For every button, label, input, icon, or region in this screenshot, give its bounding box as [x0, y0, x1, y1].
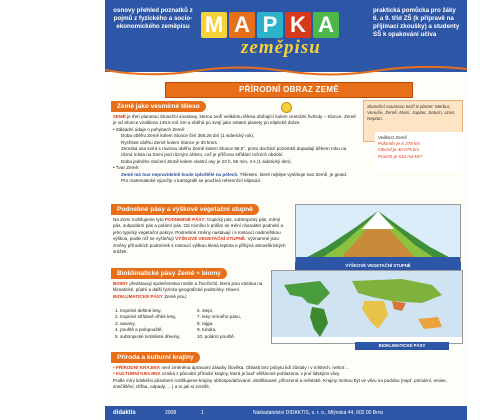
- list-item: 8. tajga,: [197, 320, 214, 326]
- logo-subtitle: zeměpisu: [241, 37, 321, 58]
- page-title: PŘÍRODNÍ OBRAZ ZEMĚ: [165, 82, 413, 98]
- section-heading-landscape: Příroda a kulturní krajiny: [111, 352, 200, 363]
- logo-letter: A: [313, 12, 339, 38]
- logo-letter: M: [201, 12, 227, 38]
- header-right-text: praktická pomůcka pro žáky 6. a 9. tříd ZŠ (k přípravě na přijímací zkoušky) a studenty SŠ k opakování učiva: [373, 7, 460, 38]
- fact-shape-highlight: Země má tvar nepravidelně koule zploštělé na pólech.: [121, 171, 239, 177]
- earth-circumference: Obvod je 40 075 km: [378, 147, 420, 153]
- list-item: 3. savany,: [115, 320, 136, 326]
- list-item: 2. tropické střídavě vlhké lesy,: [115, 314, 177, 320]
- cultural-landscape-text: vzniká z původní přírodní krajiny, která je bud' většinové pohlazena, v jiné lidskými vlivy.: [162, 371, 341, 377]
- fact-axis-tilt: Zemská osa svírá s rovinou oběhu Země kolem Slunce 66,5°, proto dochází pozemků dopadají během roku na různá místa na Zemi pod různým úhlem, což je příčinou střídání ročních období.: [121, 146, 347, 158]
- section-climate-text: [113, 217, 289, 255]
- term-cultural-landscape: • KULTURNÍ KRAJINA: [113, 371, 161, 377]
- bioclimatic-world-map: [271, 270, 463, 344]
- term-natural-landscape: • PŘÍRODNÍ KRAJINA: [113, 365, 161, 370]
- fact-rotation: Doba jedného otočení Země kolem vlastní osy je 23 h, 56 min, 4 s (1 siderický den).: [121, 158, 292, 164]
- page-number: 1: [201, 410, 204, 416]
- fact-orbit-speed: Rychlost oběhu Země kolem Slunce je 30 km/s.: [121, 139, 219, 145]
- section-earth-text: [113, 114, 359, 184]
- earth-surface: Povrch je 510 mil.km²: [378, 153, 423, 159]
- header-left-text: osnovy přehled poznatků z pojmů z fyzického a socio-ekonomického zeměpisu: [113, 7, 193, 30]
- section-heading-climate: Podnebné pásy a výškové vegetační stupně: [111, 204, 259, 215]
- list-item: 1. tropické deštné lesy,: [115, 308, 162, 313]
- footer-year: 2008: [165, 410, 177, 416]
- fact-geoid: Tělesem, které nejlépe vystihuje tvar Země, je geoid.: [239, 171, 348, 177]
- bullet-motions: • Základní údaje o pohybech Země:: [113, 126, 186, 132]
- logo-letter: A: [229, 12, 255, 38]
- list-item: 7. lesy mírného pásu,: [197, 314, 241, 320]
- leaflet-page: [105, 0, 467, 420]
- climate-end: . Významné jsou změny přírodních podmínek s rostoucí výškou klesá teplota a přibývá atmosférických srážek.: [113, 236, 286, 255]
- publisher-text: Nakladatelství DIDAKTIS, s. r. o., Mlýnská 44, 602 00 Brno: [253, 410, 384, 416]
- fact-ellipsoid: Pro matematické výpočty v kartografii se používá referenční elipsoid.: [121, 178, 261, 184]
- logo-letter: P: [257, 12, 283, 38]
- biome-list-left: [115, 308, 195, 340]
- term-vegetation-levels: VÝŠKOVÉ VEGETAČNÍ STUPNĚ: [175, 236, 245, 242]
- biomes-tail: Země jsou:: [164, 293, 187, 299]
- term-bioclimatic: BIOKLIMATICKÉ PÁSY: [113, 293, 163, 299]
- section-biomes-text: [113, 281, 263, 300]
- landscape-types-text: Podle míry lidského působení rozlišujeme krajiny obhospodařované, obdělávané, přirozené a městské. Krajiny mohou být ve vlivu na podobu (např. primární, emise, znečištění, těžba, odpady, …) a to jak si zvnitřit.: [113, 377, 447, 390]
- section-landscape-text: [113, 365, 459, 391]
- vegetation-caption: VÝŠKOVÉ VEGETAČNÍ STUPNĚ: [295, 262, 461, 270]
- header-wave: [105, 62, 467, 78]
- list-item: 10. polární pouště.: [197, 333, 236, 339]
- term-climate-zones: PODNEBNÉ PÁSY: [164, 217, 205, 222]
- bullet-shape: • Tvar Země:: [113, 165, 140, 171]
- brand-logo: didaktis: [113, 410, 136, 416]
- footer-band: [105, 406, 467, 420]
- solar-system-box: Sluneční soustavu tvoří 8 planet: Merkur, Venuše, Země, Mars, Jupiter, Saturn, Uran, Neptun.: [363, 100, 463, 142]
- list-item: 6. stepi,: [197, 308, 214, 313]
- climate-body: : tropický pás, subtropický pás, mírný pás, subpolární pás a polární pás. Od rovníku k pólům se mění charakter podnebí a jeho typický vegetační pokryv. Podnebné změny nastávají i s rostoucí nadmořskou výškou, podle níž se vyčleňují: [113, 217, 284, 242]
- list-item: 9. tundra,: [197, 327, 217, 333]
- logo-letter: K: [285, 12, 311, 38]
- section-heading-biomes: Bioklimatické pásy Země + biomy: [111, 268, 227, 279]
- fact-orbit-period: Doba oběhu Země kolem Slunce činí 365,26 dní (1 siderický rok).: [121, 133, 255, 139]
- planet-icon: [281, 102, 292, 113]
- term-biomes: BIOMY: [113, 281, 129, 286]
- biome-list-right: [197, 308, 267, 340]
- natural-landscape-text: není změněna úpravami zásahy člověka. Oblasti bez pobytu lidí zůstaly i v místech, neboť…: [161, 365, 349, 370]
- biomes-intro: představují společenstva rostlin a živočichů, která jsou vázána na klimatické, půdní a další fyzicko-geografické podmínky. Hlavní: [113, 281, 263, 293]
- earth-radius: Poloměr je 6 378 km: [378, 141, 421, 147]
- list-item: 5. subtropické tvrdolisté dřeviny,: [115, 333, 181, 339]
- climate-intro: Na Zemi rozlišujeme tyto: [113, 217, 164, 222]
- earth-size-title: Velikost Země: [378, 135, 407, 140]
- term-zeme: ZEMĚ: [113, 114, 126, 119]
- section-heading-earth: Země jako vesmírné těleso: [111, 101, 206, 112]
- mapka-logo: [201, 12, 371, 58]
- bioclimatic-caption: BIOKLIMATICKÉ PÁSY: [355, 342, 449, 350]
- earth-size-box: [375, 132, 463, 172]
- list-item: 4. pouště a polopouště,: [115, 327, 163, 333]
- vegetation-levels-diagram: [295, 204, 461, 264]
- earth-intro: je třetí planetou Sluneční soustavy, kterou tvoří velikému tělesa obíhající kolem centrální hvězdy – Slunce. Země je od Slunce vzdálena 149,6 mil. km a oběhá po svojí jako ostatní planety po eliptické dráze.: [113, 114, 356, 126]
